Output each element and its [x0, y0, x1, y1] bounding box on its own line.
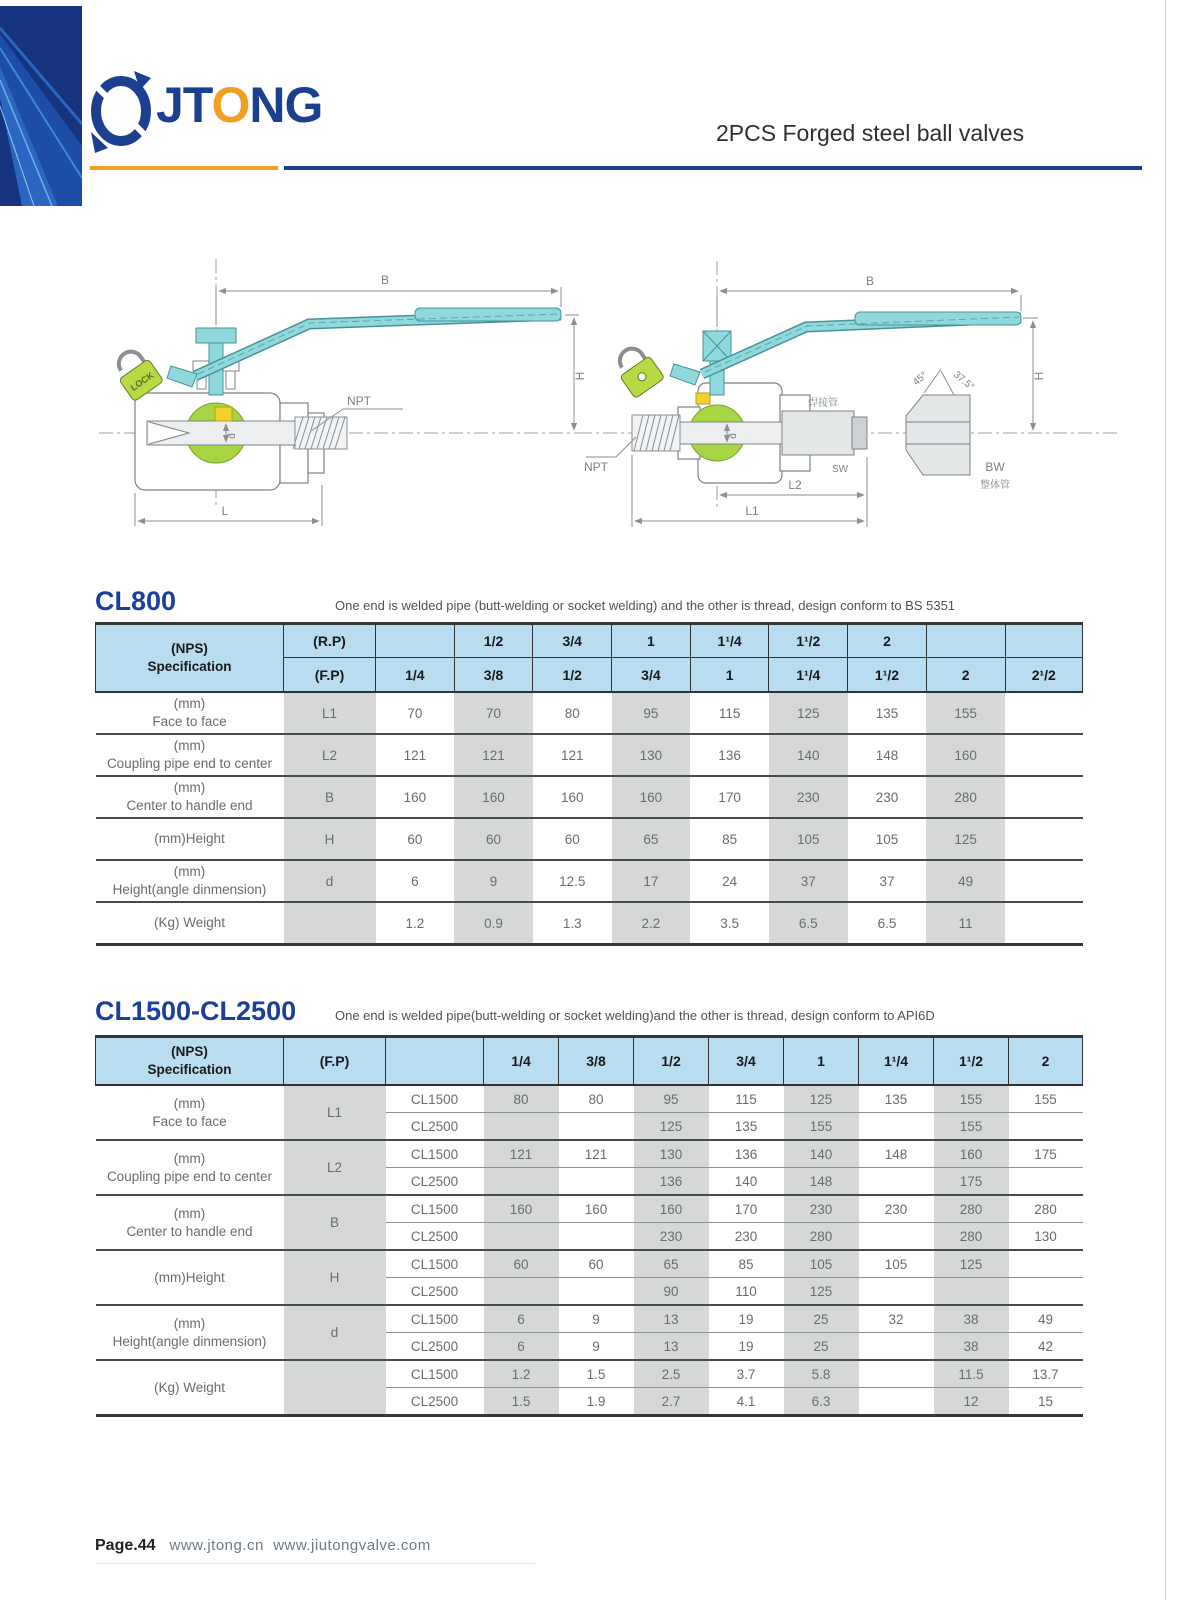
cell: 160: [376, 776, 455, 818]
col-header: 1¹/4: [769, 658, 848, 693]
cell: 13: [634, 1305, 709, 1333]
cell: 140: [769, 734, 848, 776]
npt-label: NPT: [584, 460, 608, 474]
col-header: 2¹/2: [1005, 658, 1083, 693]
col-header: 1: [784, 1037, 859, 1086]
cell: 60: [533, 818, 612, 860]
row-symbol: d: [284, 1305, 386, 1360]
cell: 110: [709, 1278, 784, 1306]
cell: 1.3: [562, 915, 582, 931]
col-header: 2: [1009, 1037, 1083, 1086]
col-header: 1¹/4: [859, 1037, 934, 1086]
cell: 160: [926, 734, 1005, 776]
row-symbol: L2: [284, 734, 376, 776]
table-row: [96, 1360, 1083, 1388]
col-header: 1: [690, 658, 769, 693]
cell: 125: [784, 1278, 859, 1306]
cell: 80: [533, 692, 612, 734]
cell: 125: [784, 1085, 859, 1113]
cl1500-table: [95, 1035, 1083, 1417]
cell: 136: [709, 1140, 784, 1168]
row-symbol: B: [284, 776, 376, 818]
npt-label: NPT: [347, 394, 371, 408]
cell: [559, 1223, 634, 1251]
thread-end: [632, 415, 680, 451]
row-label: (mm) Height(angle dinmension): [96, 860, 284, 902]
cell: 115: [690, 692, 769, 734]
cell: 175: [1009, 1140, 1083, 1168]
cell: [859, 1388, 934, 1416]
row-label: (mm) Center to handle end: [96, 1195, 284, 1250]
cell: [1009, 1250, 1083, 1278]
cell: [1005, 818, 1083, 860]
cell: 121: [484, 1140, 559, 1168]
stem-head: [703, 331, 731, 361]
cell: 155: [926, 692, 1005, 734]
page-title: 2PCS Forged steel ball valves: [716, 120, 1025, 146]
cell: 4.1: [736, 1393, 756, 1409]
cell: 12.5: [533, 860, 612, 902]
cell: 155: [934, 1113, 1009, 1141]
cell: 121: [533, 734, 612, 776]
cell: 1.5: [559, 1360, 634, 1388]
cell: 6: [484, 1333, 559, 1361]
class-cell: CL2500: [410, 1393, 459, 1409]
cell: 105: [848, 818, 927, 860]
cell: 80: [484, 1085, 559, 1113]
cell: 160: [612, 776, 691, 818]
row-label: (mm) Face to face: [96, 1085, 284, 1140]
cell: 85: [690, 818, 769, 860]
row-label: (mm) Coupling pipe end to center: [96, 734, 284, 776]
cell: [1005, 860, 1083, 902]
class-header: [386, 1037, 484, 1086]
cell: 155: [1009, 1085, 1083, 1113]
cell: 90: [634, 1278, 709, 1306]
cell: 160: [934, 1140, 1009, 1168]
cl800-note: One end is welded pipe (butt-welding or socket welding) and the other is thread, design conform to BS 5351: [335, 598, 956, 613]
cell: 3.5: [720, 915, 739, 931]
cell: 160: [484, 1195, 559, 1223]
cell: 135: [709, 1113, 784, 1141]
fp-header: (F.P): [284, 658, 376, 693]
col-header: 2: [848, 624, 927, 658]
footer-url-jiutongvalve: www.jiutongvalve.com: [273, 1537, 431, 1554]
cell: 1.5: [511, 1393, 531, 1409]
cell: 280: [1009, 1195, 1083, 1223]
welded-pipe-label: 焊接管: [808, 398, 838, 409]
cell: 115: [709, 1085, 784, 1113]
col-header: 1/4: [484, 1037, 559, 1086]
cell: 60: [484, 1250, 559, 1278]
table-row: [96, 818, 1083, 860]
solid-pipe-label: 整体管: [980, 480, 1010, 491]
col-header: [1005, 624, 1083, 658]
cell: 42: [1009, 1333, 1083, 1361]
cell: 49: [926, 860, 1005, 902]
cell: 280: [934, 1223, 1009, 1251]
cl1500-note: One end is welded pipe(butt-welding or socket welding)and the other is thread, design conform to API6D: [335, 1008, 935, 1023]
table-row: [96, 692, 1083, 734]
col-header: 3/4: [612, 658, 691, 693]
cell: 160: [454, 776, 533, 818]
header-rule-orange: [90, 166, 278, 170]
table-row: [96, 1195, 1083, 1223]
cell: [484, 1278, 559, 1306]
col-header: 2: [926, 658, 1005, 693]
cell: 121: [376, 734, 455, 776]
rp-header: (R.P): [284, 624, 376, 658]
cell: [1005, 902, 1083, 945]
page-edge-line: [1165, 0, 1166, 1600]
cell: 160: [559, 1195, 634, 1223]
cell: 130: [612, 734, 691, 776]
logo-swirl-icon: [90, 68, 152, 154]
cell: [859, 1360, 934, 1388]
row-label: (mm)Height: [96, 818, 284, 860]
cell: 280: [926, 776, 1005, 818]
table-row: [96, 902, 1083, 945]
angle-45-label: 45°: [911, 370, 930, 389]
cell: 125: [934, 1250, 1009, 1278]
cell: [934, 1278, 1009, 1306]
cell: 5.8: [784, 1360, 859, 1388]
padlock-icon: [609, 341, 664, 399]
cell: [859, 1113, 934, 1141]
cell: 230: [709, 1223, 784, 1251]
class-cell: CL1500: [386, 1305, 484, 1333]
cell: 60: [454, 818, 533, 860]
dim-d-label: d: [227, 433, 238, 439]
cell: 140: [709, 1168, 784, 1196]
dim-h-label: H: [1032, 371, 1046, 381]
row-symbol: L1: [284, 692, 376, 734]
stem-nut: [196, 328, 236, 343]
cell: 32: [859, 1305, 934, 1333]
header-rule-blue: [284, 166, 1142, 170]
cell: 19: [709, 1333, 784, 1361]
cell: [1005, 776, 1083, 818]
page-number: Page.44: [95, 1537, 156, 1554]
class-cell: CL2500: [386, 1113, 484, 1141]
col-header: 1¹/2: [934, 1037, 1009, 1086]
brand-wordmark: [156, 76, 322, 134]
cell: 2.7: [661, 1393, 681, 1409]
angle-375-label: 37.5°: [951, 369, 977, 393]
cell: [559, 1278, 634, 1306]
footer-url-jtong: www.jtong.cn: [169, 1537, 264, 1554]
spec-header: (NPS) Specification: [96, 624, 284, 693]
cell: 6.5: [877, 915, 897, 931]
col-header: 1¹/4: [690, 624, 769, 658]
cell: 80: [559, 1085, 634, 1113]
cell: 38: [934, 1305, 1009, 1333]
row-label: (mm) Coupling pipe end to center: [96, 1140, 284, 1195]
cell: 148: [859, 1140, 934, 1168]
brand-letter-o: O: [211, 77, 250, 133]
cell: 85: [709, 1250, 784, 1278]
cell: 49: [1009, 1305, 1083, 1333]
dim-d-label: d: [728, 433, 739, 439]
cell: 19: [709, 1305, 784, 1333]
cell: [1005, 692, 1083, 734]
cell: 9: [559, 1333, 634, 1361]
cell: [484, 1223, 559, 1251]
row-symbol: L1: [284, 1085, 386, 1140]
cell: 6.5: [798, 915, 818, 931]
cell: 6.3: [811, 1393, 831, 1409]
cell: [1005, 734, 1083, 776]
cell: 121: [454, 734, 533, 776]
cell: 70: [376, 692, 455, 734]
fp-header: (F.P): [284, 1037, 386, 1086]
table-row: [96, 1140, 1083, 1168]
cell: [859, 1333, 934, 1361]
class-cell: CL1500: [386, 1360, 484, 1388]
table-row: [96, 1250, 1083, 1278]
cell: 121: [559, 1140, 634, 1168]
class-cell: CL1500: [386, 1140, 484, 1168]
col-header: [926, 624, 1005, 658]
cell: 140: [784, 1140, 859, 1168]
cell: 15: [1037, 1393, 1054, 1409]
table-row: [96, 1085, 1083, 1113]
corner-decoration: [0, 6, 82, 206]
col-header: 1¹/2: [848, 658, 927, 693]
cell: 136: [634, 1168, 709, 1196]
row-label: (mm) Height(angle dinmension): [96, 1305, 284, 1360]
row-label: (Kg) Weight: [153, 915, 226, 931]
seat-yellow: [696, 393, 710, 404]
sw-label: SW: [832, 464, 849, 475]
footer: [95, 1537, 431, 1555]
cell: [559, 1168, 634, 1196]
cell: 170: [690, 776, 769, 818]
cell: 135: [848, 692, 927, 734]
cell: 280: [784, 1223, 859, 1251]
class-cell: CL2500: [386, 1333, 484, 1361]
cell: 280: [934, 1195, 1009, 1223]
cell: 25: [784, 1333, 859, 1361]
cell: 125: [926, 818, 1005, 860]
cell: [559, 1113, 634, 1141]
class-cell: CL2500: [386, 1168, 484, 1196]
cell: 135: [859, 1085, 934, 1113]
table-row: [96, 734, 1083, 776]
class-cell: CL1500: [386, 1195, 484, 1223]
cell: 1.9: [586, 1393, 606, 1409]
row-symbol: L2: [284, 1140, 386, 1195]
col-header: 3/8: [559, 1037, 634, 1086]
cell: 70: [454, 692, 533, 734]
col-header: 1: [612, 624, 691, 658]
cell: 9: [454, 860, 533, 902]
dim-l2-label: L2: [788, 478, 802, 492]
cell: 12: [963, 1393, 979, 1409]
row-symbol: [284, 1360, 386, 1416]
cl800-title: CL800: [95, 586, 177, 616]
row-label: (mm)Height: [96, 1250, 284, 1305]
col-header: 1¹/2: [769, 624, 848, 658]
drawing-thread-valve: [85, 243, 590, 543]
cell: [1009, 1113, 1083, 1141]
cell: 11: [958, 915, 973, 931]
cell: 24: [690, 860, 769, 902]
cell: 155: [934, 1085, 1009, 1113]
spec-header: (NPS) Specification: [96, 1037, 284, 1086]
cl1500-title: CL1500-CL2500: [95, 996, 297, 1026]
table-row: [96, 776, 1083, 818]
cell: [484, 1168, 559, 1196]
cell: 230: [784, 1195, 859, 1223]
cell: [859, 1278, 934, 1306]
table-row: [96, 860, 1083, 902]
cell: [859, 1223, 934, 1251]
cell: 130: [1009, 1223, 1083, 1251]
col-header: 3/4: [533, 624, 612, 658]
cell: 230: [859, 1195, 934, 1223]
cell: 6: [484, 1305, 559, 1333]
cell: 17: [612, 860, 691, 902]
welded-pipe: [782, 411, 867, 455]
col-header: 1/2: [454, 624, 533, 658]
cl800-table: [95, 622, 1083, 946]
cell: 160: [533, 776, 612, 818]
cell: 148: [784, 1168, 859, 1196]
cell: 1.2: [484, 1360, 559, 1388]
seat-yellow: [215, 407, 232, 421]
cell: 6: [376, 860, 455, 902]
lock-label: LOCK: [128, 370, 156, 393]
row-label: (mm) Face to face: [96, 692, 284, 734]
cell: [1009, 1278, 1083, 1306]
cell: 38: [934, 1333, 1009, 1361]
row-symbol: H: [284, 1250, 386, 1305]
cell: 37: [848, 860, 927, 902]
cell: 125: [769, 692, 848, 734]
dim-b-label: B: [865, 274, 875, 288]
cell: 60: [559, 1250, 634, 1278]
dim-l-label: L: [221, 504, 229, 518]
cell: 105: [859, 1250, 934, 1278]
brand-part2: NG: [249, 77, 323, 133]
dim-l1-label: L1: [745, 504, 759, 518]
dim-b-label: B: [380, 273, 390, 287]
cell: 13: [634, 1333, 709, 1361]
cell: [484, 1113, 559, 1141]
cell: 105: [769, 818, 848, 860]
table-row: [96, 1305, 1083, 1333]
cell: 9: [559, 1305, 634, 1333]
cell: 170: [709, 1195, 784, 1223]
cell: 95: [634, 1085, 709, 1113]
class-cell: CL2500: [386, 1223, 484, 1251]
cell: 230: [769, 776, 848, 818]
cell: 65: [634, 1250, 709, 1278]
col-header: 3/8: [454, 658, 533, 693]
cell: 155: [784, 1113, 859, 1141]
class-cell: CL1500: [386, 1250, 484, 1278]
thread-end: [293, 417, 347, 449]
cell: 65: [612, 818, 691, 860]
class-cell: CL2500: [386, 1278, 484, 1306]
dim-h-label: H: [573, 371, 587, 381]
row-symbol: H: [284, 818, 376, 860]
bw-label: BW: [985, 460, 1005, 474]
drawing-welded-valve: [570, 243, 1130, 543]
cell: 95: [612, 692, 691, 734]
cell: 60: [376, 818, 455, 860]
row-label: (Kg) Weight: [153, 1379, 226, 1395]
row-symbol: [284, 902, 376, 945]
cell: 11.5: [934, 1360, 1009, 1388]
cell: 125: [634, 1113, 709, 1141]
row-label: (mm) Center to handle end: [96, 776, 284, 818]
cell: 130: [634, 1140, 709, 1168]
cell: 1.2: [405, 915, 425, 931]
cell: [859, 1168, 934, 1196]
col-header: [376, 624, 455, 658]
col-header: 1/2: [533, 658, 612, 693]
col-header: 1/4: [376, 658, 455, 693]
cell: 37: [769, 860, 848, 902]
row-symbol: B: [284, 1195, 386, 1250]
col-header: 1/2: [634, 1037, 709, 1086]
cell: 230: [848, 776, 927, 818]
cell: 230: [634, 1223, 709, 1251]
class-cell: CL1500: [386, 1085, 484, 1113]
cell: 136: [690, 734, 769, 776]
cell: 3.7: [709, 1360, 784, 1388]
cell: 25: [784, 1305, 859, 1333]
cell: 13.7: [1009, 1360, 1083, 1388]
brand-part1: JT: [156, 77, 212, 133]
col-header: 3/4: [709, 1037, 784, 1086]
footer-divider: [95, 1563, 535, 1564]
cell: 2.2: [641, 915, 661, 931]
row-symbol: d: [284, 860, 376, 902]
cell: 160: [634, 1195, 709, 1223]
cell: 2.5: [634, 1360, 709, 1388]
cell: 105: [784, 1250, 859, 1278]
cell: 148: [848, 734, 927, 776]
cell: 0.9: [484, 915, 503, 931]
cell: 175: [934, 1168, 1009, 1196]
cell: [1009, 1168, 1083, 1196]
